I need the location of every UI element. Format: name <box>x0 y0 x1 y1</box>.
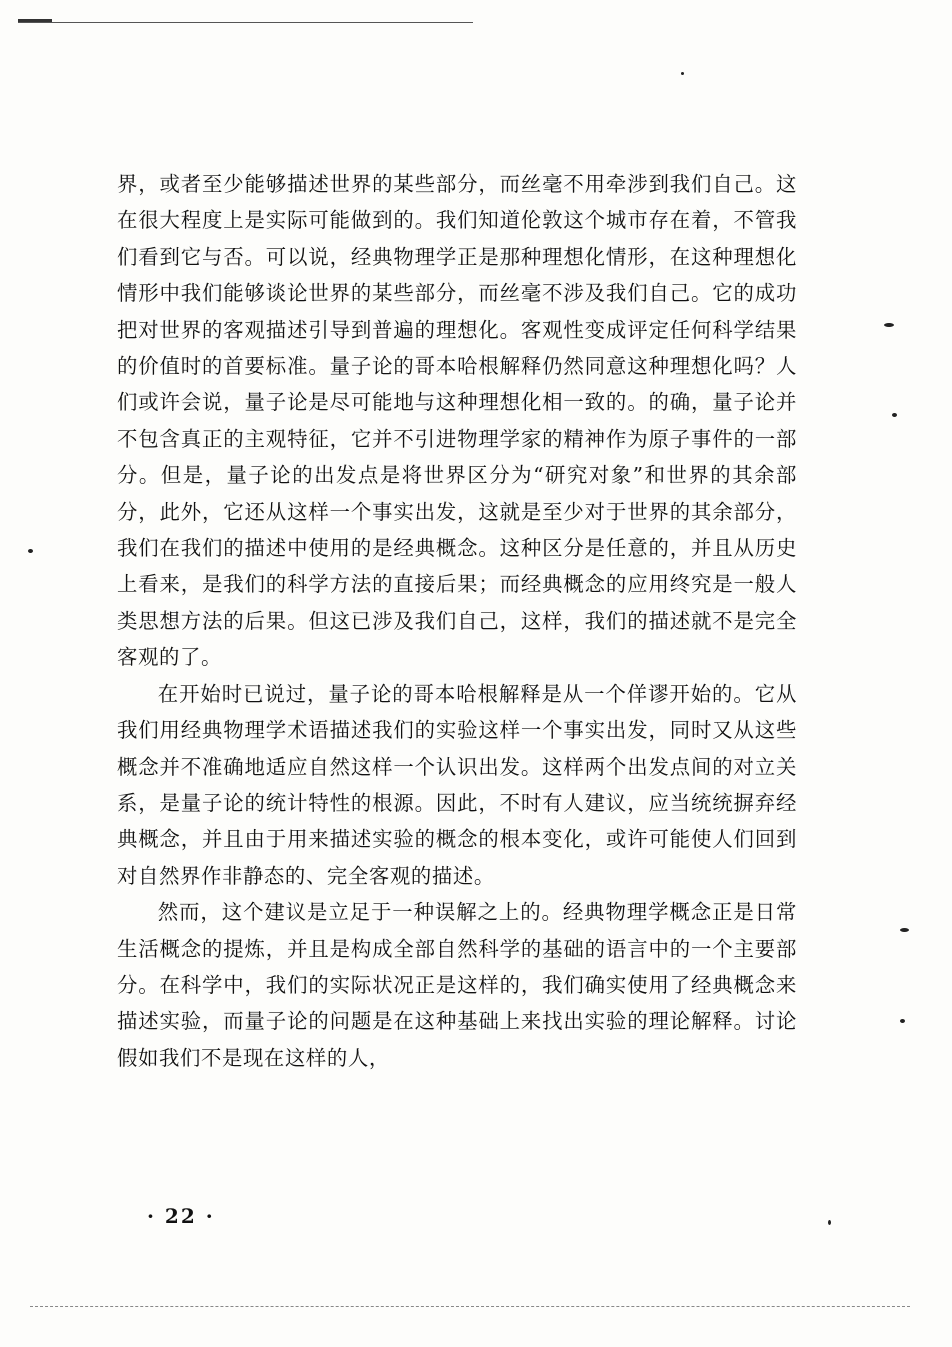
body-text <box>117 166 797 1076</box>
header-rule <box>18 22 473 23</box>
scan-speck <box>900 1019 905 1023</box>
scan-speck <box>900 928 909 932</box>
scan-speck <box>884 323 894 327</box>
paragraph-3: 然而，这个建议是立足于一种误解之上的。经典物理学概念正是日常生活概念的提炼，并且是构成全部自然科学的基础的语言中的一个主要部分。在科学中，我们的实际状况正是这样的，我们确实使用了经典概念来描述实验，而量子论的问题是在这种基础上来找出实验的理论解释。讨论假如我们不是现在这样的人， <box>117 900 797 1070</box>
paragraph-2: 在开始时已说过，量子论的哥本哈根解释是从一个佯谬开始的。它从我们用经典物理学术语描述我们的实验这样一个事实出发，同时又从这些概念并不准确地适应自然这样一个认识出发。这样两个出发点间的对立关系，是量子论的统计特性的根源。因此，不时有人建议，应当统统摒弃经典概念，并且由于用来描述实验的概念的根本变化，或许可能使人们回到对自然界作非静态的、完全客观的描述。 <box>117 681 797 888</box>
scan-speck <box>28 549 33 553</box>
paragraph-1: 界，或者至少能够描述世界的某些部分，而丝毫不用牵涉到我们自己。这在很大程度上是实际可能做到的。我们知道伦敦这个城市存在着，不管我们看到它与否。可以说，经典物理学正是那种理想化情形，在这种理想化情形中我们能够谈论世界的某些部分，而丝毫不涉及我们自己。它的成功把对世界的客观描述引导到普遍的理想化。客观性变成评定任何科学结果的价值时的首要标准。量子论的哥本哈根解释仍然同意这种理想化吗？人们或许会说，量子论是尽可能地与这种理想化相一致的。的确，量子论并不包含真正的主观特征，它并不引进物理学家的精神作为原子事件的一部分。但是，量子论的出发点是将世界区分为“研究对象”和世界的其余部分，此外，它还从这样一个事实出发，这就是至少对于世界的其余部分，我们在我们的描述中使用的是经典概念。这种区分是任意的，并且从历史上看来，是我们的科学方法的直接后果；而经典概念的应用终究是一般人类思想方法的后果。但这已涉及我们自己，这样，我们的描述就不是完全客观的了。 <box>117 172 797 670</box>
page-number: · 22 · <box>147 1204 215 1228</box>
footer-rule <box>30 1306 910 1308</box>
scan-speck <box>681 72 684 75</box>
scan-speck <box>892 413 897 417</box>
scan-speck <box>828 1220 831 1225</box>
